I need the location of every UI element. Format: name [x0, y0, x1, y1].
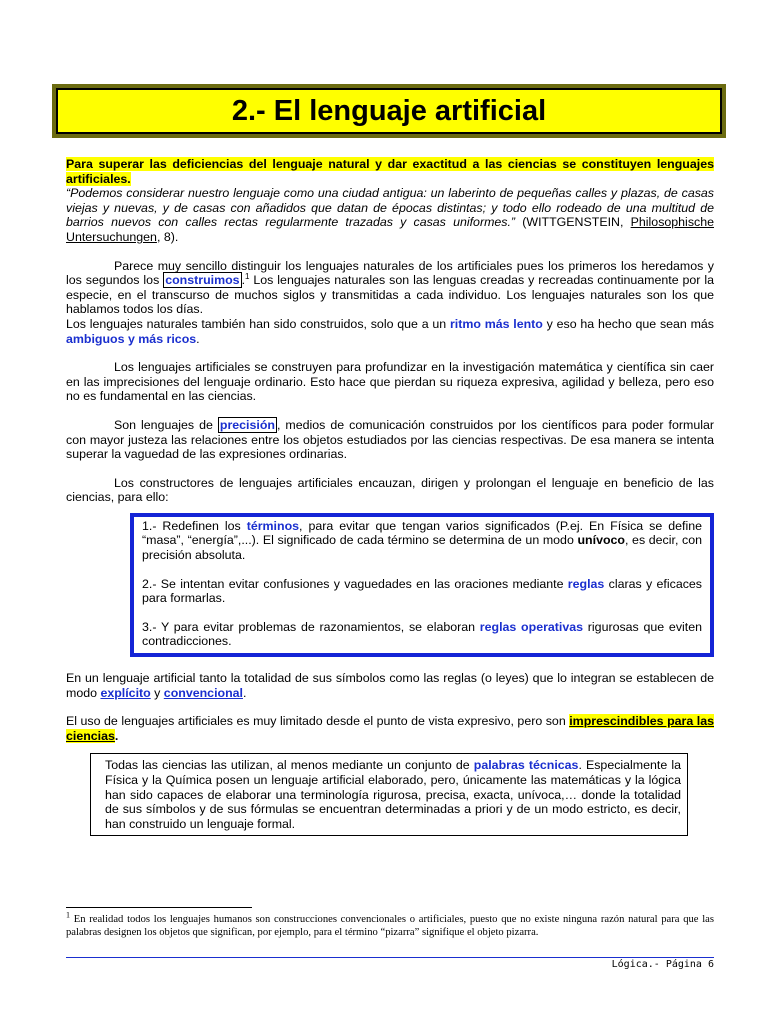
footnote [66, 910, 714, 939]
p4-text-c: , medios de comunicación construidos por los científicos para poder formular con mayor justeza las relaciones entre los objetos estudiados por las ciencias respectivas. De esa manera se intenta superar la vaguedad de las expresiones ordinarias. [66, 417, 714, 462]
keyword-terminos: términos [246, 518, 300, 533]
keyword-construimos: construimos [165, 273, 240, 288]
p2-text-e: . [196, 331, 200, 346]
quote-text: “Podemos considerar nuestro lenguaje como una ciudad antigua: un laberinto de pequeñas calles y plazas, de casas viejas y nuevas, y de casas con añadidos que datan de épocas distintas; y todo ello rodeado de una multitud de barrios nuevos con calles rectas regularmente trazadas y casas uniformes.” [66, 186, 714, 230]
paragraph-2 [66, 317, 714, 346]
list-item-3 [142, 620, 702, 649]
p1-text-c: . [241, 273, 246, 288]
title-banner [52, 84, 726, 138]
wittgenstein-quote [66, 186, 714, 244]
keyword-ambiguos-mas-ricos: ambiguos y más ricos [66, 331, 197, 346]
paragraph-3: Los lenguajes artificiales se construyen para profundizar en la investigación matemática y científica sin caer en las imprecisiones del lenguaje ordinario. Esto hace que pierdan su riqueza expresiva, agilidad y belleza, pero eso no es fundamental en las ciencias. [66, 360, 714, 404]
p7-text-a: El uso de lenguajes artificiales es muy limitado desde el punto de vista expresivo, pero son [66, 714, 570, 729]
footnote-ref[interactable]: 1 [245, 272, 250, 282]
item3-text-c: rigurosas que eviten contradicciones. [142, 619, 702, 649]
keyword-palabras-tecnicas: palabras técnicas [473, 758, 579, 773]
p6-text-c: y [150, 685, 164, 700]
item1-text-e: , es decir, con precisión absoluta. [142, 533, 703, 563]
quote-work: Philosophische Untersuchungen [66, 215, 714, 244]
item1-text-c: , para evitar que tengan varios significados (P.ej. En Física se define “masa”, “energía”,...). El significado de cada término se determina de un modo [142, 518, 702, 548]
keyword-imprescindibles: imprescindibles para las ciencias [66, 714, 714, 743]
quote-author: (WITTGENSTEIN, [515, 215, 631, 230]
intro-paragraph [66, 157, 714, 186]
intro-highlight: Para superar las deficiencias del lenguaje natural y dar exactitud a las ciencias se constituyen lenguajes artificiales. [66, 157, 714, 186]
item2-text-c: claras y eficaces para formarlas. [142, 576, 703, 606]
page-title: 2.- El lenguaje artificial [231, 95, 547, 127]
p6-text-e: . [242, 685, 247, 700]
paragraph-4 [66, 418, 714, 462]
p6-text-a: En un lenguaje artificial tanto la totalidad de sus símbolos como las reglas (o leyes) que lo integran se establecen de modo [66, 671, 714, 700]
paragraph-6 [66, 671, 714, 700]
item1-text-a: 1.- Redefinen los [142, 518, 247, 533]
keyword-reglas-operativas: reglas operativas [479, 619, 584, 634]
sciences-text [105, 758, 681, 831]
box2-text-c: . Especialmente la Física y la Química posen un lenguaje artificial elaborado, pero, únicamente las matemáticas y la lógica han sido capaces de elaborar una terminología rigurosa, precisa, exacta, unívoca,… donde la totalidad de sus símbolos y de sus fórmulas se encuentran determinadas a priori y de un modo estricto, es decir, han construido un lenguaje formal. [105, 758, 681, 831]
paragraph-7 [66, 714, 714, 743]
keyword-convencional: convencional [163, 685, 243, 700]
item2-text-a: 2.- Se intentan evitar confusiones y vaguedades en las oraciones mediante [142, 576, 568, 591]
keyword-univoco: unívoco [577, 533, 625, 548]
keyword-precision: precisión [219, 417, 275, 432]
p1-text-a: Parece muy sencillo distinguir los lenguajes naturales de los artificiales pues los primeros los heredamos y los segundos los [66, 258, 714, 288]
p1-text-d: Los lenguajes naturales son las lenguas creadas y recreadas continuamente por la especie, en el transcurso de muchos siglos y transmitidas a cada individuo. Los lenguajes naturales son los que hablamos todos los días. [66, 273, 714, 317]
body-content [66, 157, 714, 836]
quote-page: , 8). [156, 229, 179, 244]
footnote-number: 1 [66, 910, 70, 920]
footer-divider [66, 957, 714, 958]
box2-text-a: Todas las ciencias las utilizan, al menos mediante un conjunto de [105, 758, 474, 773]
page-footer: Lógica.- Página 6 [611, 959, 714, 970]
rules-box [130, 513, 714, 657]
p2-text-a: Los lenguajes naturales también han sido construidos, solo que a un [66, 316, 450, 331]
keyword-ritmo-mas-lento: ritmo más lento [449, 316, 543, 331]
p2-text-c: y eso ha hecho que sean más [542, 316, 714, 331]
p4-text-a: Son lenguajes de [114, 417, 218, 432]
footnote-divider [66, 907, 252, 908]
item3-text-a: 3.- Y para evitar problemas de razonamientos, se elaboran [142, 619, 480, 634]
keyword-explicito: explícito [100, 685, 151, 700]
paragraph-1 [66, 259, 714, 317]
footnote-text: En realidad todos los lenguajes humanos son construcciones convencionales o artificiales, puesto que no existe ninguna razón natural para que las palabras designen los objetos que significan, por ejemplo, para el término “pizarra” signifique el objeto pizarra. [66, 914, 714, 938]
p7-text-c: . [114, 728, 119, 743]
paragraph-5: Los constructores de lenguajes artificiales encauzan, dirigen y prolongan el lenguaje en beneficio de las ciencias, para ello: [66, 475, 714, 505]
list-item-1 [142, 519, 702, 563]
sciences-box [90, 753, 688, 836]
list-item-2 [142, 577, 702, 606]
keyword-reglas: reglas [567, 576, 605, 591]
